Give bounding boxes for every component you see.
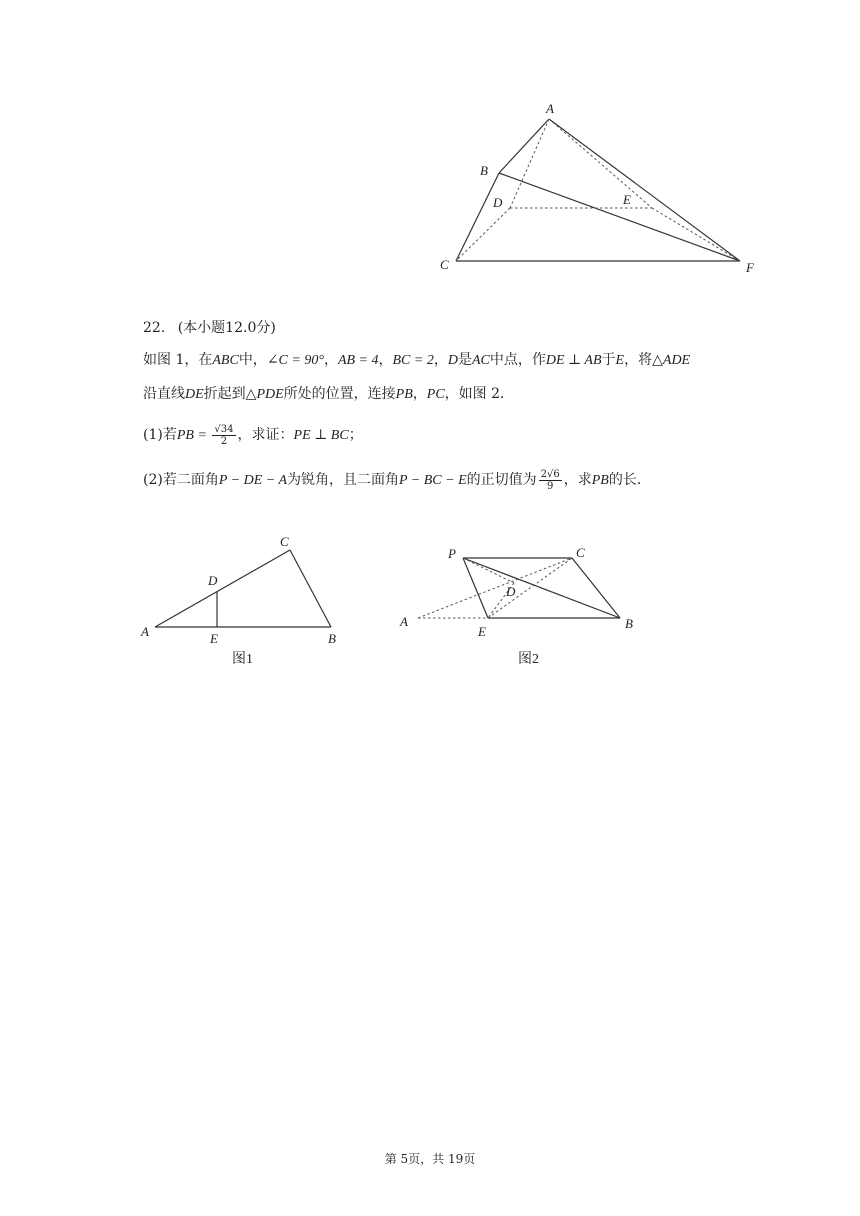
fig1-label-c: C bbox=[280, 534, 289, 549]
fig1-edge-cb bbox=[290, 550, 331, 627]
fig1-caption: 图1 bbox=[232, 652, 253, 667]
label-d: D bbox=[493, 195, 503, 210]
fig1-label-a: A bbox=[141, 624, 149, 639]
fig2-label-c: C bbox=[576, 545, 585, 560]
problem-header bbox=[143, 318, 276, 338]
label-e: E bbox=[623, 192, 631, 207]
top-figure bbox=[420, 95, 780, 285]
fraction-sqrt34-over-2: $\frac{√34}{2}$ bbox=[214, 423, 234, 447]
fig2-label-p: P bbox=[448, 546, 456, 561]
edge-ef bbox=[652, 208, 740, 261]
fig1-label-e: E bbox=[210, 631, 218, 646]
label-b: B bbox=[480, 163, 488, 178]
question-2: (2)若二面角P − DE − A为锐角，且二面角P − BC − E的正切值为 $\frac{2√6}{9}$ ，求PB的长． bbox=[143, 468, 651, 492]
edge-bc bbox=[456, 173, 499, 261]
page-footer: 第 5页，共 19页 bbox=[384, 1152, 476, 1166]
figure-2 bbox=[390, 530, 650, 675]
edge-ad bbox=[510, 119, 549, 208]
fraction-2sqrt6-over-9: $\frac{2√6}{9}$ bbox=[540, 468, 560, 492]
fig2-caption: 图2 bbox=[518, 652, 539, 667]
fig2-edge-pe bbox=[463, 558, 488, 618]
fig2-edge-pd bbox=[463, 558, 514, 583]
question-1: (1)若PB = $\frac{√34}{2}$ ，求证：PE ⊥ BC； bbox=[143, 423, 363, 447]
figure-1 bbox=[135, 530, 355, 675]
fig1-label-b: B bbox=[328, 631, 336, 646]
fig1-label-d: D bbox=[208, 573, 218, 588]
label-a: A bbox=[546, 101, 554, 116]
fig2-label-e: E bbox=[478, 624, 486, 639]
fig2-label-a: A bbox=[400, 614, 408, 629]
edge-ae bbox=[549, 119, 652, 208]
fig2-label-b: B bbox=[625, 616, 633, 631]
label-f: F bbox=[746, 260, 754, 275]
problem-points: (本小题12.0分) bbox=[177, 320, 276, 336]
fig2-edge-ec bbox=[488, 558, 572, 618]
label-c: C bbox=[440, 257, 449, 272]
fig1-edge-ac bbox=[155, 550, 290, 627]
edge-dc bbox=[456, 208, 510, 261]
problem-intro-line1: 如图 1，在ABC中，∠C = 90°，AB = 4，BC = 2，D是AC中点，作DE ⊥ AB于E，将△ADE bbox=[143, 352, 691, 368]
edge-bf bbox=[499, 173, 740, 261]
problem-intro-line2: 沿直线DE折起到△PDE所处的位置，连接PB，PC，如图 2． bbox=[143, 386, 515, 402]
problem-number: 22. bbox=[143, 320, 166, 336]
edge-ab bbox=[499, 119, 549, 173]
fig2-label-d: D bbox=[506, 584, 516, 599]
edge-af bbox=[549, 119, 740, 261]
